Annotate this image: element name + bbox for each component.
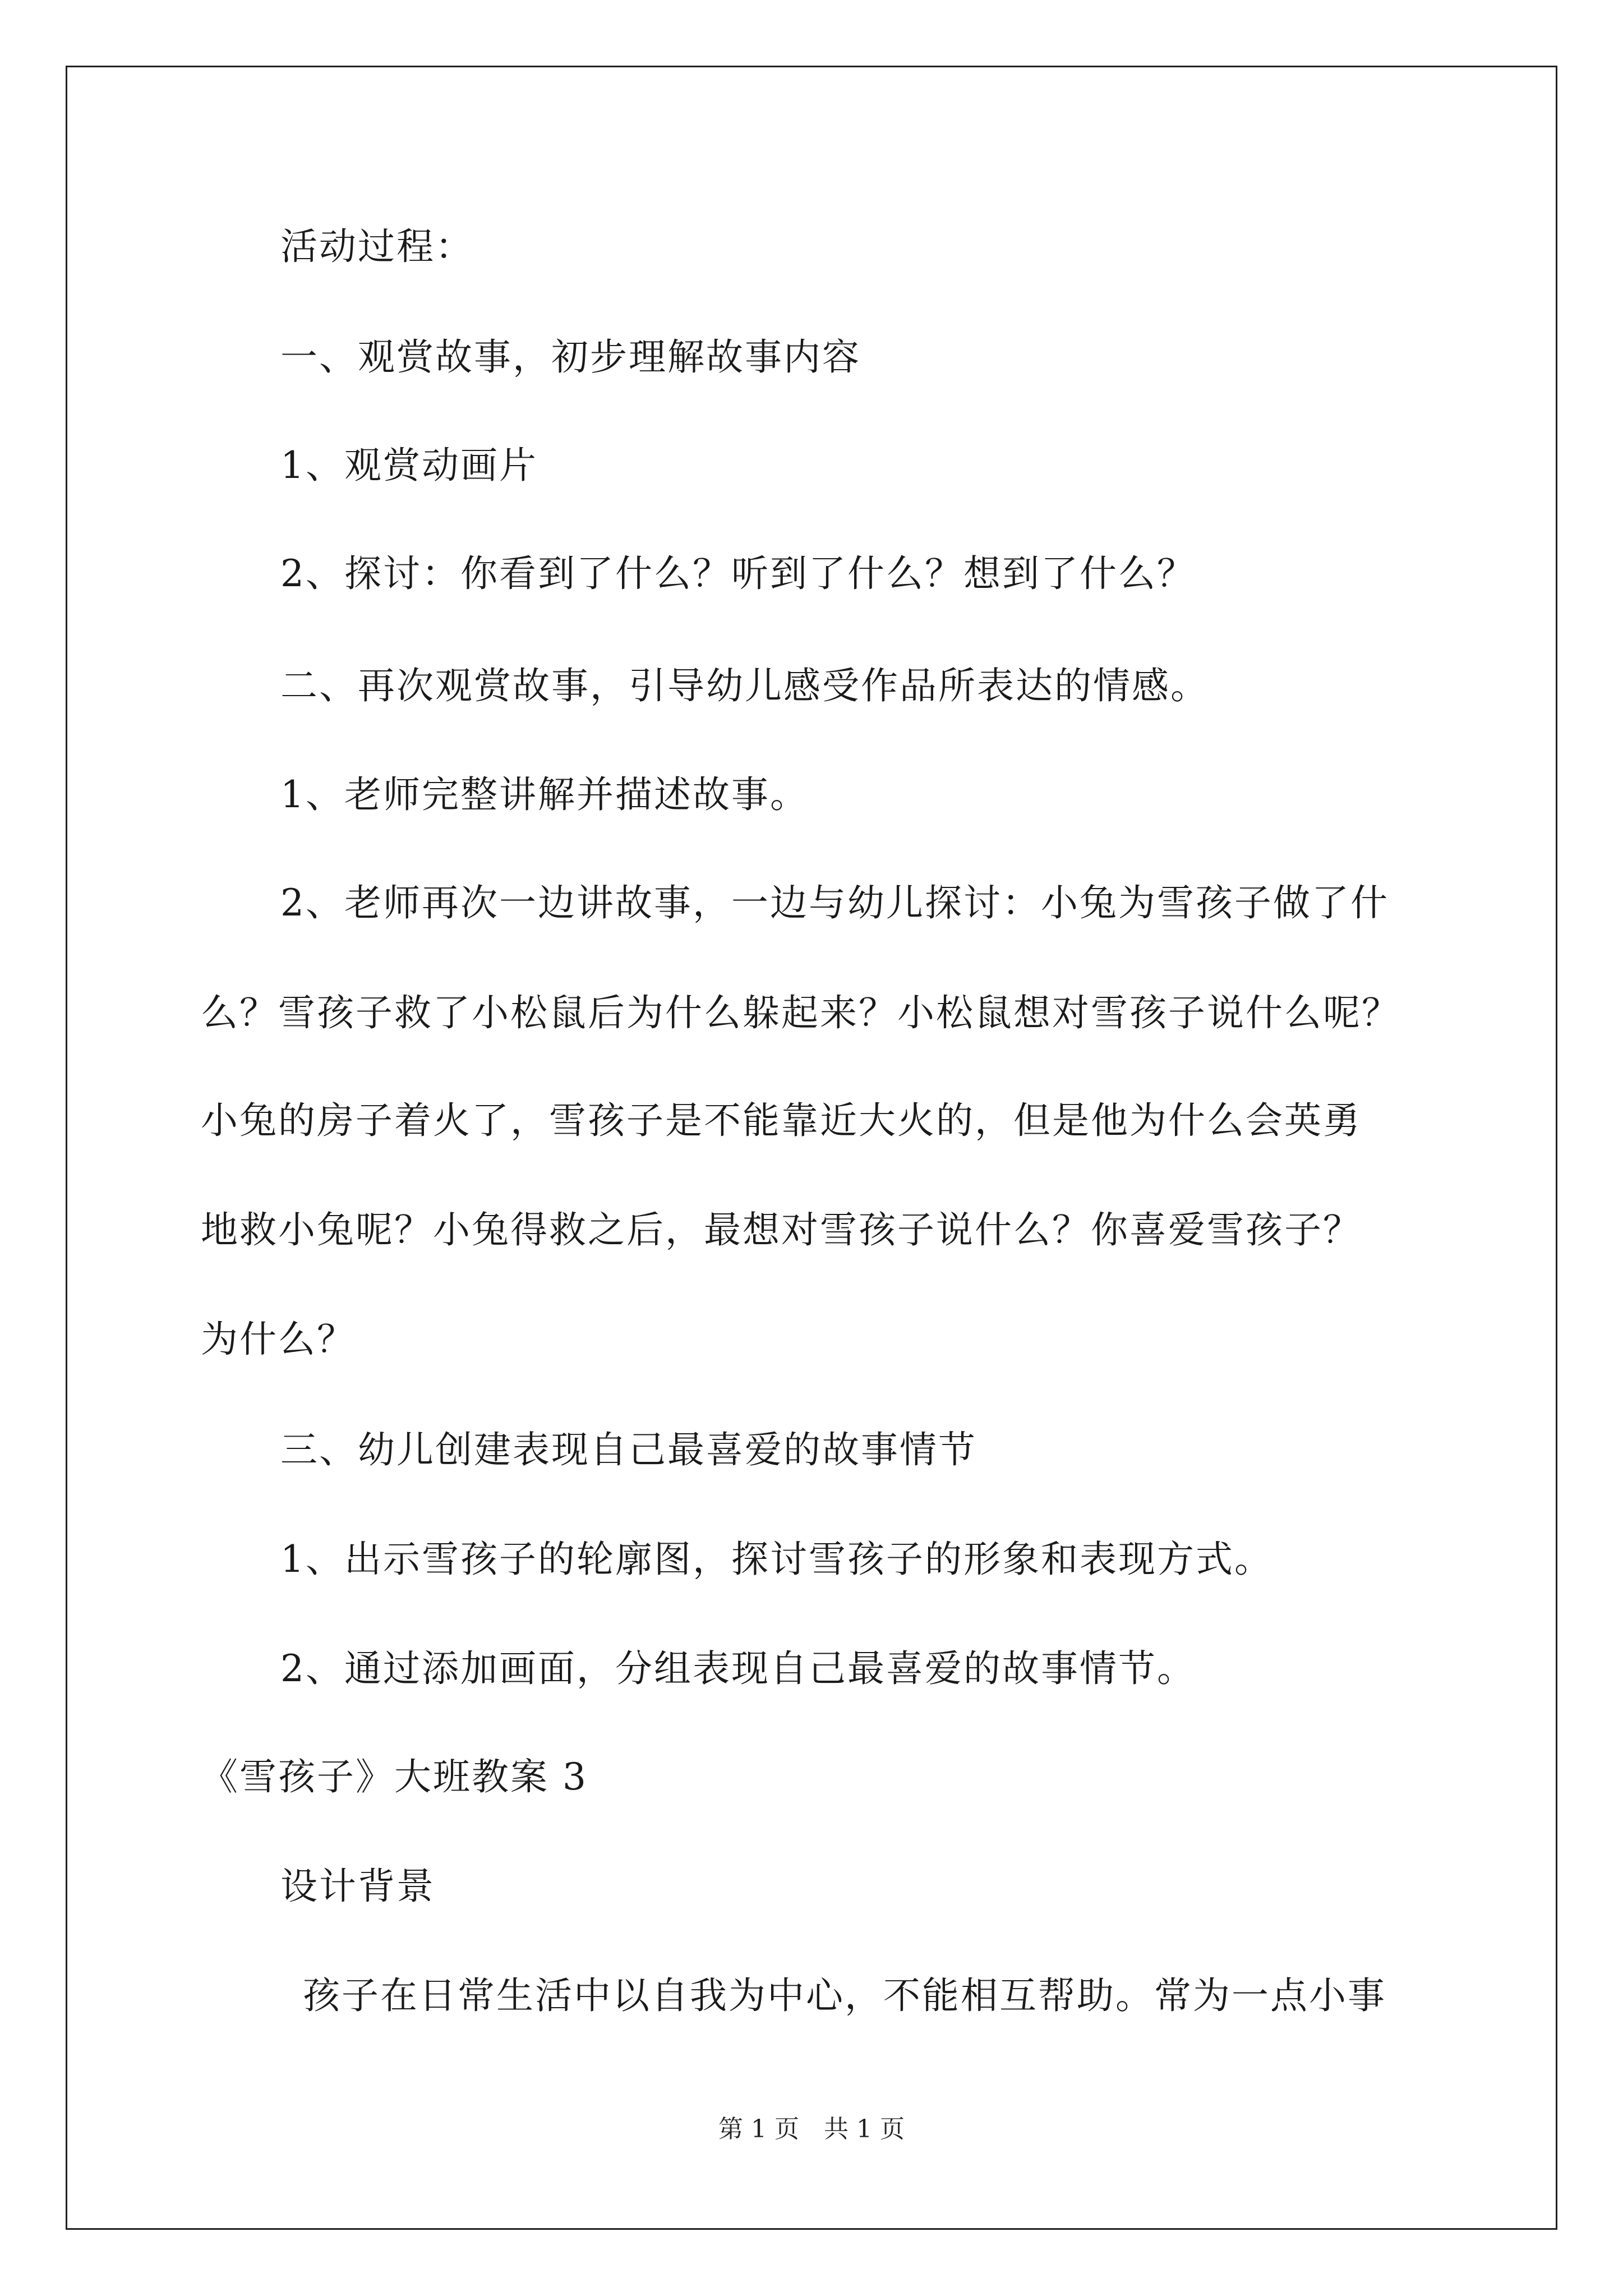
text-line-1: 活动过程： xyxy=(280,225,474,268)
text-line-13: 1、出示雪孩子的轮廓图，探讨雪孩子的形象和表现方式。 xyxy=(280,1538,1273,1581)
text-line-11: 为什么？ xyxy=(201,1318,356,1361)
text-line-14: 2、通过添加画面，分组表现自己最喜爱的故事情节。 xyxy=(280,1647,1196,1690)
text-line-7: 2、老师再次一边讲故事，一边与幼儿探讨：小兔为雪孩子做了什 xyxy=(280,881,1389,924)
text-line-8: 么？雪孩子救了小松鼠后为什么躲起来？小松鼠想对雪孩子说什么呢？ xyxy=(201,991,1400,1034)
page-footer: 第 1 页 共 1 页 xyxy=(718,2115,905,2143)
text-line-5: 二、再次观赏故事，引导幼儿感受作品所表达的情感。 xyxy=(280,664,1209,707)
text-line-6: 1、老师完整讲解并描述故事。 xyxy=(280,773,809,816)
text-line-12: 三、幼儿创建表现自己最喜爱的故事情节 xyxy=(280,1428,977,1471)
text-line-4: 2、探讨：你看到了什么？听到了什么？想到了什么？ xyxy=(280,552,1196,595)
text-line-3: 1、观赏动画片 xyxy=(280,444,538,487)
text-line-2: 一、观赏故事，初步理解故事内容 xyxy=(280,335,861,379)
text-line-9: 小兔的房子着火了，雪孩子是不能靠近大火的，但是他为什么会英勇 xyxy=(201,1099,1362,1142)
text-line-10: 地救小兔呢？小兔得救之后，最想对雪孩子说什么？你喜爱雪孩子？ xyxy=(201,1208,1362,1251)
text-line-16: 设计背景 xyxy=(280,1865,435,1908)
text-line-17: 孩子在日常生活中以自我为中心，不能相互帮助。常为一点小事 xyxy=(303,1974,1386,2017)
section-heading: 《雪孩子》大班教案 3 xyxy=(201,1755,588,1798)
